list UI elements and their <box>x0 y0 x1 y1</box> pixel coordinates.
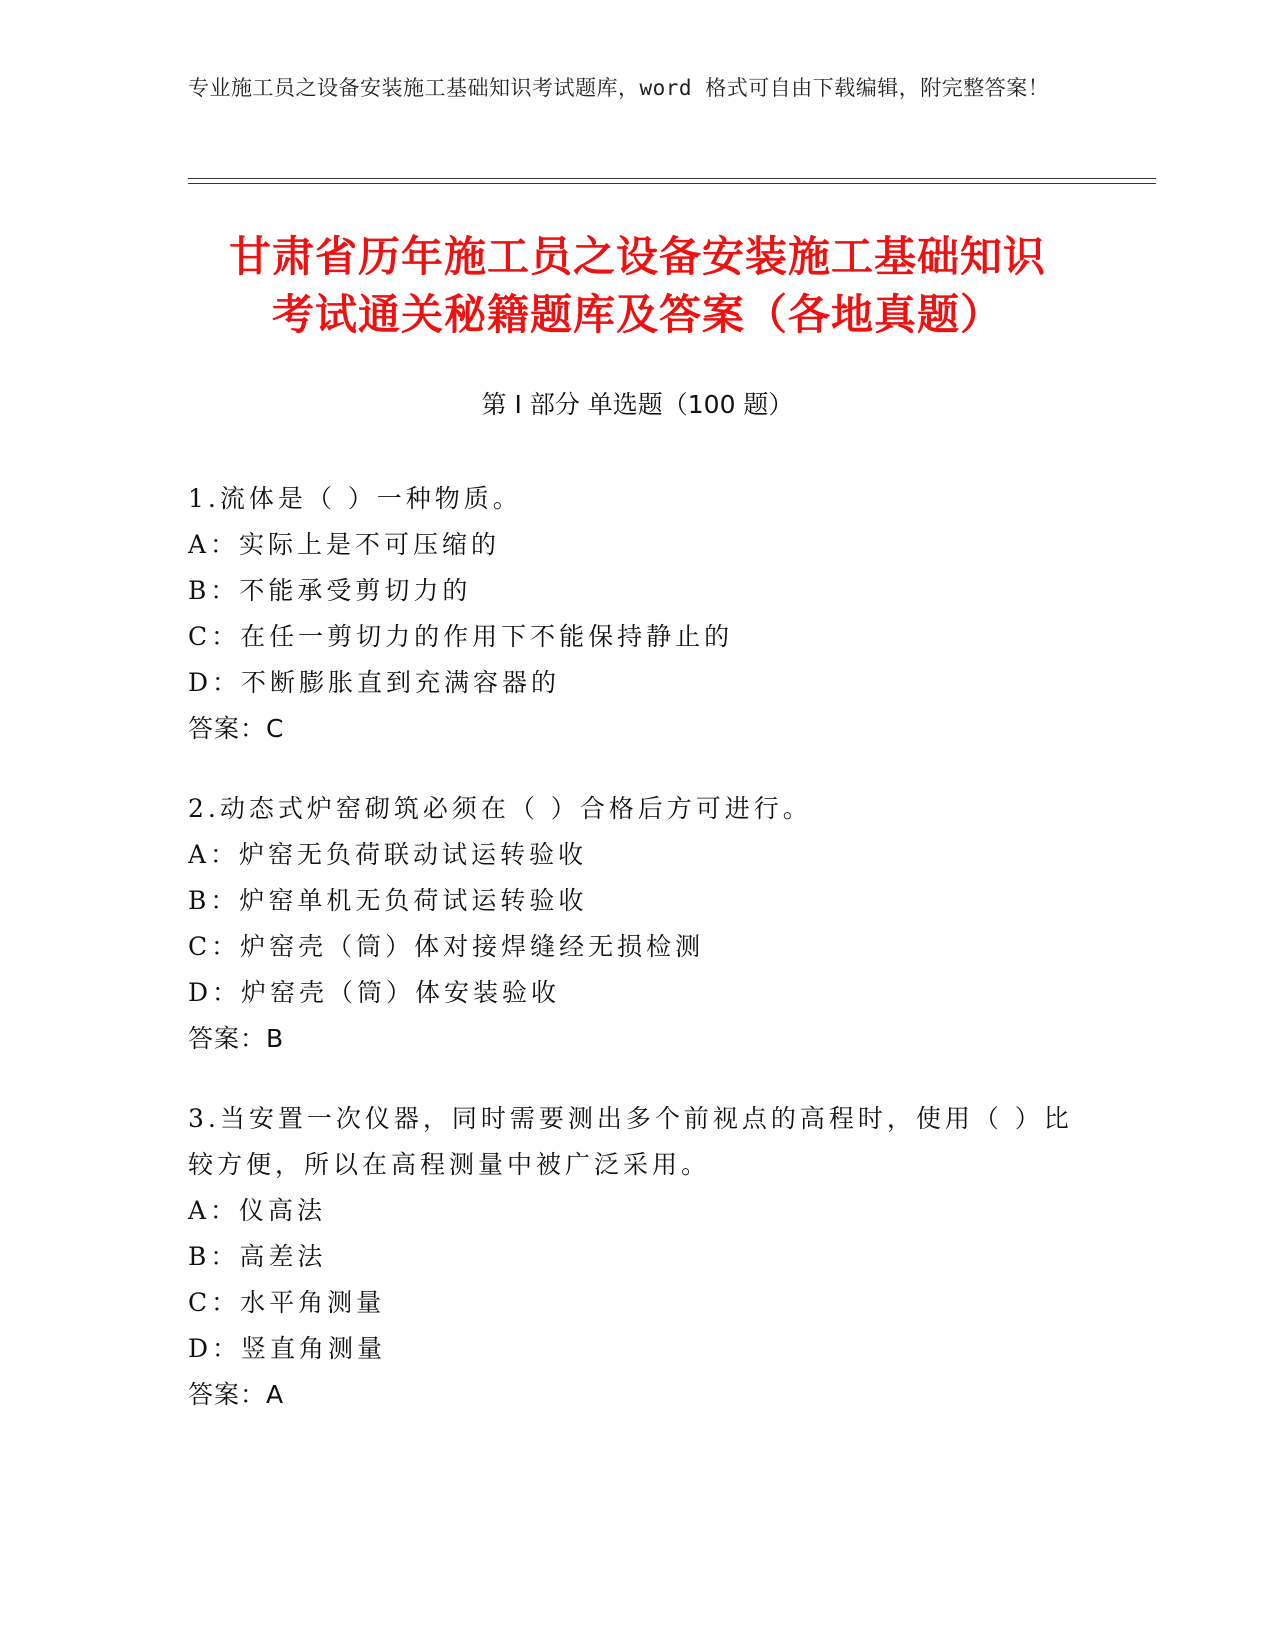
option-c: C：在任一剪切力的作用下不能保持静止的 <box>188 622 734 651</box>
option-c: C：炉窑壳（筒）体对接焊缝经无损检测 <box>188 932 705 961</box>
question-stem: 2.动态式炉窑砌筑必须在（ ）合格后方可进行。 <box>188 794 812 823</box>
header-rule-top <box>188 178 1156 179</box>
answer: 答案：B <box>188 1024 285 1053</box>
question-list <box>188 476 1088 1452</box>
document-title-line-2: 考试通关秘籍题库及答案（各地真题） <box>271 290 1003 339</box>
header-note: 专业施工员之设备安装施工基础知识考试题库，word 格式可自由下载编辑，附完整答案！ <box>188 76 1050 100</box>
section-title: 第 I 部分 单选题（100 题） <box>481 390 794 419</box>
option-d: D：竖直角测量 <box>188 1334 387 1363</box>
question-stem: 3.当安置一次仪器，同时需要测出多个前视点的高程时，使用（ ）比较方便，所以在高程测量中被广泛采用。 <box>188 1104 1073 1179</box>
question-2 <box>188 786 1088 1062</box>
option-b: B：高差法 <box>188 1242 327 1271</box>
header-rule-bottom <box>188 183 1156 184</box>
question-3 <box>188 1096 1088 1418</box>
question-1 <box>188 476 1088 752</box>
option-b: B：炉窑单机无负荷试运转验收 <box>188 886 588 915</box>
option-d: D：炉窑壳（筒）体安装验收 <box>188 978 561 1007</box>
option-a: A：仪高法 <box>188 1196 327 1225</box>
document-title-line-1: 甘肃省历年施工员之设备安装施工基础知识 <box>228 232 1046 281</box>
option-d: D：不断膨胀直到充满容器的 <box>188 668 561 697</box>
option-b: B：不能承受剪切力的 <box>188 576 472 605</box>
answer: 答案：A <box>188 1380 285 1409</box>
option-a: A：实际上是不可压缩的 <box>188 530 501 559</box>
answer: 答案：C <box>188 714 285 743</box>
option-a: A：炉窑无负荷联动试运转验收 <box>188 840 588 869</box>
document-title <box>150 228 1125 344</box>
option-c: C：水平角测量 <box>188 1288 386 1317</box>
question-stem: 1.流体是（ ）一种物质。 <box>188 484 522 513</box>
